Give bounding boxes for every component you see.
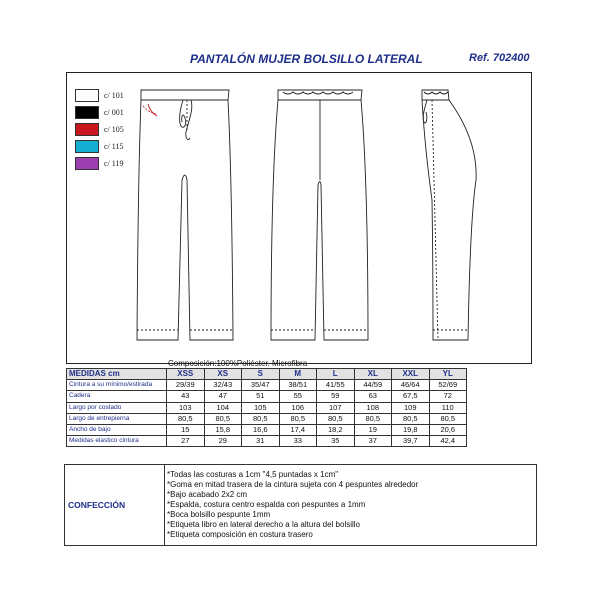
table-cell: 80,5: [429, 413, 467, 424]
confeccion-line: *Bajo acabado 2x2 cm: [167, 490, 248, 499]
row-label: Cintura a su mínimo/estirada: [67, 380, 167, 391]
table-cell: 46/64: [392, 380, 430, 391]
page-title: PANTALÓN MUJER BOLSILLO LATERAL: [190, 52, 423, 66]
table-cell: 80,5: [317, 413, 355, 424]
table-cell: XS: [204, 369, 242, 380]
confeccion-heading: CONFECCIÓN: [68, 500, 126, 510]
table-cell: XSS: [167, 369, 205, 380]
table-cell: 31: [242, 436, 280, 447]
row-label: Largo de entrepierna: [67, 413, 167, 424]
table-cell: 80,5: [354, 413, 392, 424]
table-cell: 80,5: [167, 413, 205, 424]
color-label-001: c/ 001: [104, 108, 124, 117]
confeccion-line: *Todas las costuras a 1cm "4,5 puntadas x 1cm": [167, 470, 339, 479]
table-cell: 109: [392, 402, 430, 413]
color-label-115: c/ 115: [104, 142, 124, 151]
row-label: Largo por costado: [67, 402, 167, 413]
table-cell: 15: [167, 424, 205, 435]
table-cell: XL: [354, 369, 392, 380]
color-label-101: c/ 101: [104, 91, 124, 100]
table-cell: 108: [354, 402, 392, 413]
table-cell: 39,7: [392, 436, 430, 447]
color-label-105: c/ 105: [104, 125, 124, 134]
table-cell: 35/47: [242, 380, 280, 391]
table-cell: 106: [279, 402, 317, 413]
table-cell: 29: [204, 436, 242, 447]
row-label: Ancho de bajo: [67, 424, 167, 435]
row-label: Cadera: [67, 391, 167, 402]
table-cell: 41/55: [317, 380, 355, 391]
table-row: [67, 413, 467, 424]
table-cell: 17,4: [279, 424, 317, 435]
table-cell: 55: [279, 391, 317, 402]
table-cell: 33: [279, 436, 317, 447]
table-cell: M: [279, 369, 317, 380]
table-cell: 72: [429, 391, 467, 402]
table-cell: 16,6: [242, 424, 280, 435]
table-row: [67, 436, 467, 447]
table-cell: 35: [317, 436, 355, 447]
table-cell: 32/43: [204, 380, 242, 391]
table-cell: 37: [354, 436, 392, 447]
composition-text: Composición:100%Poliéster. Microfibra: [168, 359, 308, 368]
confeccion-notes: [165, 465, 537, 546]
color-label-119: c/ 119: [104, 159, 124, 168]
table-cell: 43: [167, 391, 205, 402]
confeccion-line: *Etiqueta libro en lateral derecho a la altura del bolsillo: [167, 520, 361, 529]
table-cell: 19: [354, 424, 392, 435]
table-row: [67, 424, 467, 435]
table-cell: 103: [167, 402, 205, 413]
table-cell: 51: [242, 391, 280, 402]
table-cell: 44/59: [354, 380, 392, 391]
table-cell: 20,6: [429, 424, 467, 435]
table-header-row: [67, 369, 467, 380]
table-row: [67, 402, 467, 413]
table-cell: 80,5: [204, 413, 242, 424]
side-view: [422, 90, 476, 340]
table-cell: 42,4: [429, 436, 467, 447]
confeccion-line: *Espalda, costura centro espalda con pespuntes a 1mm: [167, 500, 366, 509]
table-cell: YL: [429, 369, 467, 380]
table-cell: S: [242, 369, 280, 380]
confeccion-line: *Boca bolsillo pespunte 1mm: [167, 510, 271, 519]
table-cell: 52/69: [429, 380, 467, 391]
confeccion-table: [64, 464, 537, 546]
confeccion-line: *Etiqueta composición en costura trasero: [167, 530, 313, 539]
table-cell: 29/39: [167, 380, 205, 391]
table-cell: 63: [354, 391, 392, 402]
row-label: MEDIDAS cm: [67, 369, 167, 380]
row-label: Medidas elastico cintura: [67, 436, 167, 447]
back-view: [271, 90, 368, 340]
table-row: [67, 391, 467, 402]
table-cell: L: [317, 369, 355, 380]
table-row: [67, 380, 467, 391]
table-cell: 47: [204, 391, 242, 402]
table-cell: 105: [242, 402, 280, 413]
table-cell: 80,5: [392, 413, 430, 424]
reference-number: Ref. 702400: [469, 52, 530, 64]
table-cell: XXL: [392, 369, 430, 380]
table-cell: 19,8: [392, 424, 430, 435]
table-cell: 80,5: [279, 413, 317, 424]
table-cell: 38/51: [279, 380, 317, 391]
table-cell: 67,5: [392, 391, 430, 402]
table-cell: 59: [317, 391, 355, 402]
table-cell: 104: [204, 402, 242, 413]
table-cell: 80,5: [242, 413, 280, 424]
table-cell: 110: [429, 402, 467, 413]
table-cell: 18,2: [317, 424, 355, 435]
front-view: [137, 90, 233, 340]
table-cell: 15,8: [204, 424, 242, 435]
table-cell: 107: [317, 402, 355, 413]
confeccion-line: *Goma en mitad trasera de la cintura sujeta con 4 pespuntes alrededor: [167, 480, 419, 489]
table-cell: 27: [167, 436, 205, 447]
measurements-table: [66, 368, 467, 447]
